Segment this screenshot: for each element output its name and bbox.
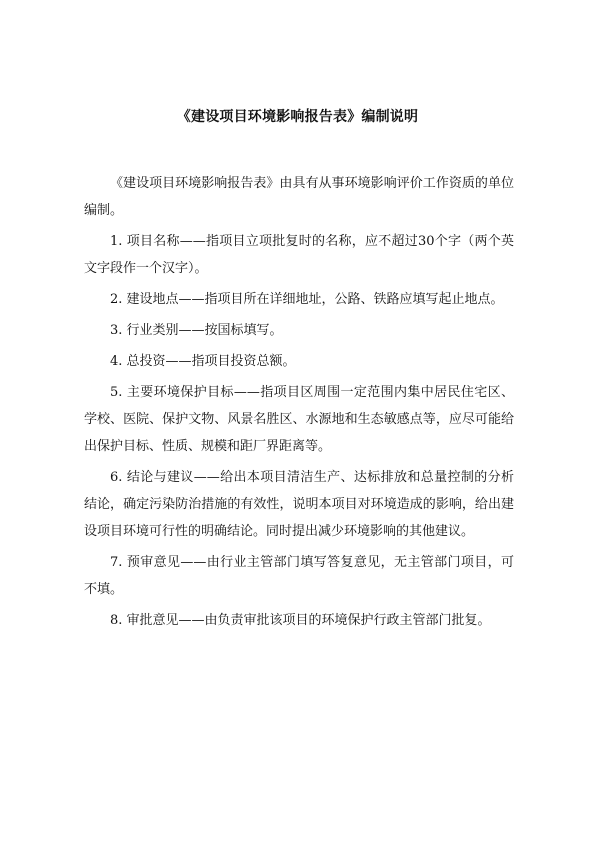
item-conclusion: 6. 结论与建议——给出本项目清洁生产、达标排放和总量控制的分析结论，确定污染防治措施的有效性，说明本项目对环境造成的影响，给出建设项目环境可行性的明确结论。同时提出减少环境影响的其他建议。: [84, 470, 514, 539]
item-protection-targets: 5. 主要环境保护目标——指项目区周围一定范围内集中居民住宅区、学校、医院、保护文物、风景名胜区、水源地和生态敏感点等，应尽可能给出保护目标、性质、规模和距厂界距离等。: [84, 385, 514, 454]
document-title: 《建设项目环境影响报告表》编制说明: [176, 109, 419, 125]
item-industry-category: 3. 行业类别——按国标填写。: [110, 323, 283, 338]
item-pre-review: 7. 预审意见——由行业主管部门填写答复意见，无主管部门项目，可不填。: [84, 555, 514, 597]
item-approval: 8. 审批意见——由负责审批该项目的环境保护行政主管部门批复。: [110, 613, 491, 628]
item-total-investment: 4. 总投资——指项目投资总额。: [110, 354, 296, 369]
item-project-name: 1. 项目名称——指项目立项批复时的名称，应不超过30个字（两个英文字段作一个汉字）。: [84, 234, 514, 276]
document-body: [84, 170, 514, 634]
item-construction-site: 2. 建设地点——指项目所在详细地址，公路、铁路应填写起止地点。: [110, 292, 504, 307]
intro-paragraph: 《建设项目环境影响报告表》由具有从事环境影响评价工作资质的单位编制。: [84, 176, 514, 218]
